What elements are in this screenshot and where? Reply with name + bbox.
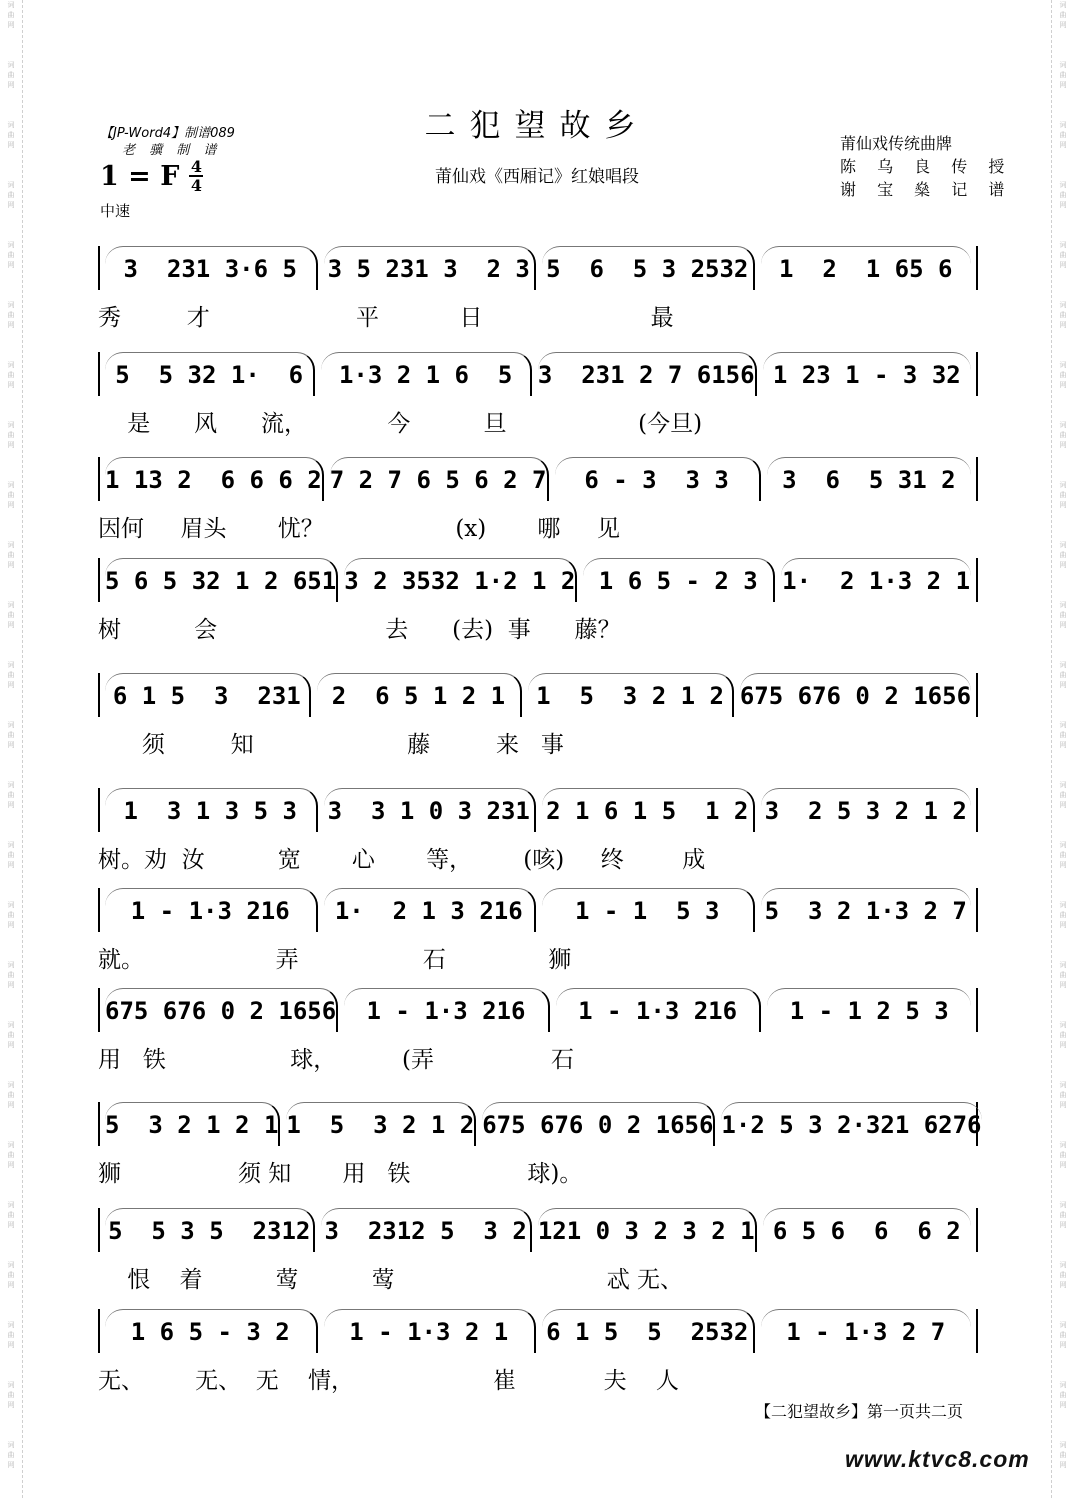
watermark-text: 词曲网	[7, 1261, 15, 1289]
measure: 1 - 1·3 2 1	[324, 1309, 537, 1353]
measure: 1 5 3 2 1 2	[528, 673, 734, 717]
measure: 1 3 1 3 5 3	[105, 788, 318, 832]
watermark-text: 词曲网	[1059, 361, 1067, 389]
notation-row	[98, 457, 978, 501]
measure: 1 13 2 6 6 6 2	[105, 457, 324, 501]
time-signature-top: 4	[190, 157, 202, 176]
watermark-text: 词曲网	[1059, 181, 1067, 209]
measure: 1 5 3 2 1 2	[286, 1102, 476, 1146]
measure: 1 - 1 5 3	[542, 888, 755, 932]
lyric-line: 树。劝 汝 宽 心 等， (咳) 终 成	[98, 847, 706, 873]
measure: 1 - 1·3 2 7	[761, 1309, 972, 1353]
measure: 2 6 5 1 2 1	[317, 673, 523, 717]
watermark-text: 词曲网	[7, 721, 15, 749]
measure: 6 - 3 3 3	[555, 457, 761, 501]
measure: 3 6 5 31 2	[767, 457, 971, 501]
credits	[840, 132, 1012, 201]
watermark-text: 词曲网	[7, 601, 15, 629]
measure: 675 676 0 2 1656	[740, 673, 971, 717]
watermark-text: 词曲网	[7, 1021, 15, 1049]
watermark-text: 词曲网	[7, 1381, 15, 1409]
watermark-text: 词曲网	[1059, 1381, 1067, 1409]
watermark-text: 词曲网	[1059, 481, 1067, 509]
watermark-text: 词曲网	[7, 1201, 15, 1229]
score-title: 二犯望故乡	[424, 108, 650, 144]
notation-row	[98, 988, 978, 1032]
watermark-text: 词曲网	[1059, 121, 1067, 149]
measure: 1· 2 1 3 216	[324, 888, 537, 932]
watermark-text: 词曲网	[7, 1441, 15, 1469]
measure: 1 6 5 - 2 3	[583, 558, 775, 602]
watermark-text: 词曲网	[7, 61, 15, 89]
lyric-line: 恨 着 莺 莺 忒 无、	[98, 1267, 684, 1293]
measure: 5 6 5 32 1 2 651	[105, 558, 338, 602]
measure: 1·3 2 1 6 5	[321, 352, 531, 396]
watermark-text: 词曲网	[7, 1081, 15, 1109]
watermark-text: 词曲网	[7, 781, 15, 809]
watermark-text: 词曲网	[7, 121, 15, 149]
right-watermark-strip	[1051, 0, 1074, 1498]
notation-row	[98, 673, 978, 717]
measure: 7 2 7 6 5 6 2 7	[330, 457, 549, 501]
measure: 1 - 1·3 216	[105, 888, 318, 932]
lyric-line: 无、 无、 无 情， 崔 夫 人	[98, 1368, 679, 1394]
notation-row	[98, 246, 978, 290]
measure: 5 5 3 5 2312	[105, 1208, 315, 1252]
watermark-text: 词曲网	[1059, 1021, 1067, 1049]
measure: 1·2 5 3 2·321 6276	[721, 1102, 981, 1146]
measure: 121 0 3 2 3 2 1	[538, 1208, 757, 1252]
watermark-text: 词曲网	[7, 541, 15, 569]
measure: 1· 2 1·3 2 1	[781, 558, 971, 602]
lyric-line: 狮 须 知 用 铁 球)。	[98, 1161, 583, 1187]
measure: 1 2 1 65 6	[761, 246, 972, 290]
site-logo: www.ktvc8.com	[845, 1446, 1030, 1472]
watermark-text: 词曲网	[1059, 421, 1067, 449]
notation-row	[98, 352, 978, 396]
lyric-line: 树 会 去 (去) 事 藤？	[98, 617, 621, 643]
notation-row	[98, 888, 978, 932]
watermark-text: 词曲网	[7, 1321, 15, 1349]
measure: 1 - 1·3 216	[556, 988, 762, 1032]
measure: 675 676 0 2 1656	[482, 1102, 715, 1146]
measure: 1 - 1 2 5 3	[767, 988, 971, 1032]
measure: 5 5 32 1· 6	[105, 352, 315, 396]
lyric-line: 用 铁 球， (弄 石	[98, 1047, 574, 1073]
watermark-text: 词曲网	[1059, 601, 1067, 629]
score-subtitle: 莆仙戏《西厢记》红娘唱段	[435, 167, 639, 187]
watermark-text: 词曲网	[7, 961, 15, 989]
watermark-text: 词曲网	[7, 481, 15, 509]
watermark-text: 词曲网	[1059, 1441, 1067, 1469]
watermark-text: 词曲网	[1059, 901, 1067, 929]
credit-transmitter: 陈 乌 良 传 授	[840, 157, 1013, 176]
watermark-text: 词曲网	[7, 301, 15, 329]
watermark-text: 词曲网	[7, 1141, 15, 1169]
notation-row	[98, 1309, 978, 1353]
measure: 5 6 5 3 2532	[542, 246, 755, 290]
watermark-text: 词曲网	[1059, 541, 1067, 569]
watermark-text: 词曲网	[7, 361, 15, 389]
watermark-text: 词曲网	[7, 241, 15, 269]
measure: 2 1 6 1 5 1 2	[542, 788, 755, 832]
key-signature	[100, 158, 203, 194]
notation-row	[98, 788, 978, 832]
watermark-text: 词曲网	[7, 421, 15, 449]
measure: 1 - 1·3 216	[344, 988, 550, 1032]
measure: 3 2 3532 1·2 1 2	[344, 558, 577, 602]
notation-row	[98, 1102, 982, 1146]
watermark-text: 词曲网	[7, 841, 15, 869]
watermark-text: 词曲网	[1059, 1261, 1067, 1289]
lyric-line: 须 知 藤 来 事	[98, 732, 564, 758]
measure: 3 231 3·6 5	[105, 246, 318, 290]
measure: 3 2312 5 3 2	[321, 1208, 531, 1252]
watermark-text: 词曲网	[7, 901, 15, 929]
watermark-text: 词曲网	[1059, 781, 1067, 809]
notation-row	[98, 1208, 978, 1252]
watermark-text: 词曲网	[1059, 961, 1067, 989]
measure: 3 5 231 3 2 3	[324, 246, 537, 290]
watermark-text: 词曲网	[1059, 721, 1067, 749]
lyric-line: 秀 才 平 日 最	[98, 305, 674, 331]
watermark-text: 词曲网	[1059, 301, 1067, 329]
watermark-text: 词曲网	[1059, 1, 1067, 29]
watermark-text: 词曲网	[1059, 1321, 1067, 1349]
time-signature-bottom: 4	[190, 176, 202, 195]
watermark-text: 词曲网	[7, 181, 15, 209]
lyric-line: 就。 弄 石 狮	[98, 947, 572, 973]
measure: 3 2 5 3 2 1 2	[761, 788, 972, 832]
watermark-text: 词曲网	[1059, 1081, 1067, 1109]
measure: 1 23 1 - 3 32	[763, 352, 971, 396]
measure: 6 5 6 6 6 2	[763, 1208, 971, 1252]
left-watermark-strip	[0, 0, 23, 1498]
maker-line-1: 【JP-Word4】制谱089	[100, 126, 235, 141]
measure: 1 6 5 - 3 2	[105, 1309, 318, 1353]
maker-line-2: 老 骥 制 谱	[122, 143, 222, 158]
lyric-line: 因何 眉头 忧？ (x) 哪 见	[98, 516, 620, 542]
tempo-marking: 中速	[100, 202, 131, 220]
measure: 675 676 0 2 1656	[105, 988, 338, 1032]
measure: 3 3 1 0 3 231	[324, 788, 537, 832]
measure: 6 1 5 5 2532	[542, 1309, 755, 1353]
measure: 6 1 5 3 231	[105, 673, 311, 717]
key-label: 1 = F	[100, 160, 180, 192]
watermark-text: 词曲网	[1059, 661, 1067, 689]
measure: 3 231 2 7 6156	[538, 352, 757, 396]
page-footer: 【二犯望故乡】第一页共二页	[755, 1404, 964, 1421]
watermark-text: 词曲网	[1059, 1201, 1067, 1229]
watermark-text: 词曲网	[7, 1, 15, 29]
watermark-text: 词曲网	[7, 661, 15, 689]
watermark-text: 词曲网	[1059, 241, 1067, 269]
time-signature	[189, 158, 203, 194]
lyric-line: 是 风 流， 今 旦 (今旦)	[98, 411, 703, 437]
watermark-text: 词曲网	[1059, 61, 1067, 89]
credit-origin: 莆仙戏传统曲牌	[840, 134, 953, 153]
notation-row	[98, 558, 978, 602]
watermark-text: 词曲网	[1059, 1141, 1067, 1169]
watermark-text: 词曲网	[1059, 841, 1067, 869]
measure: 5 3 2 1 2 1	[105, 1102, 280, 1146]
credit-notator: 谢 宝 燊 记 谱	[840, 180, 1013, 199]
measure: 5 3 2 1·3 2 7	[761, 888, 972, 932]
